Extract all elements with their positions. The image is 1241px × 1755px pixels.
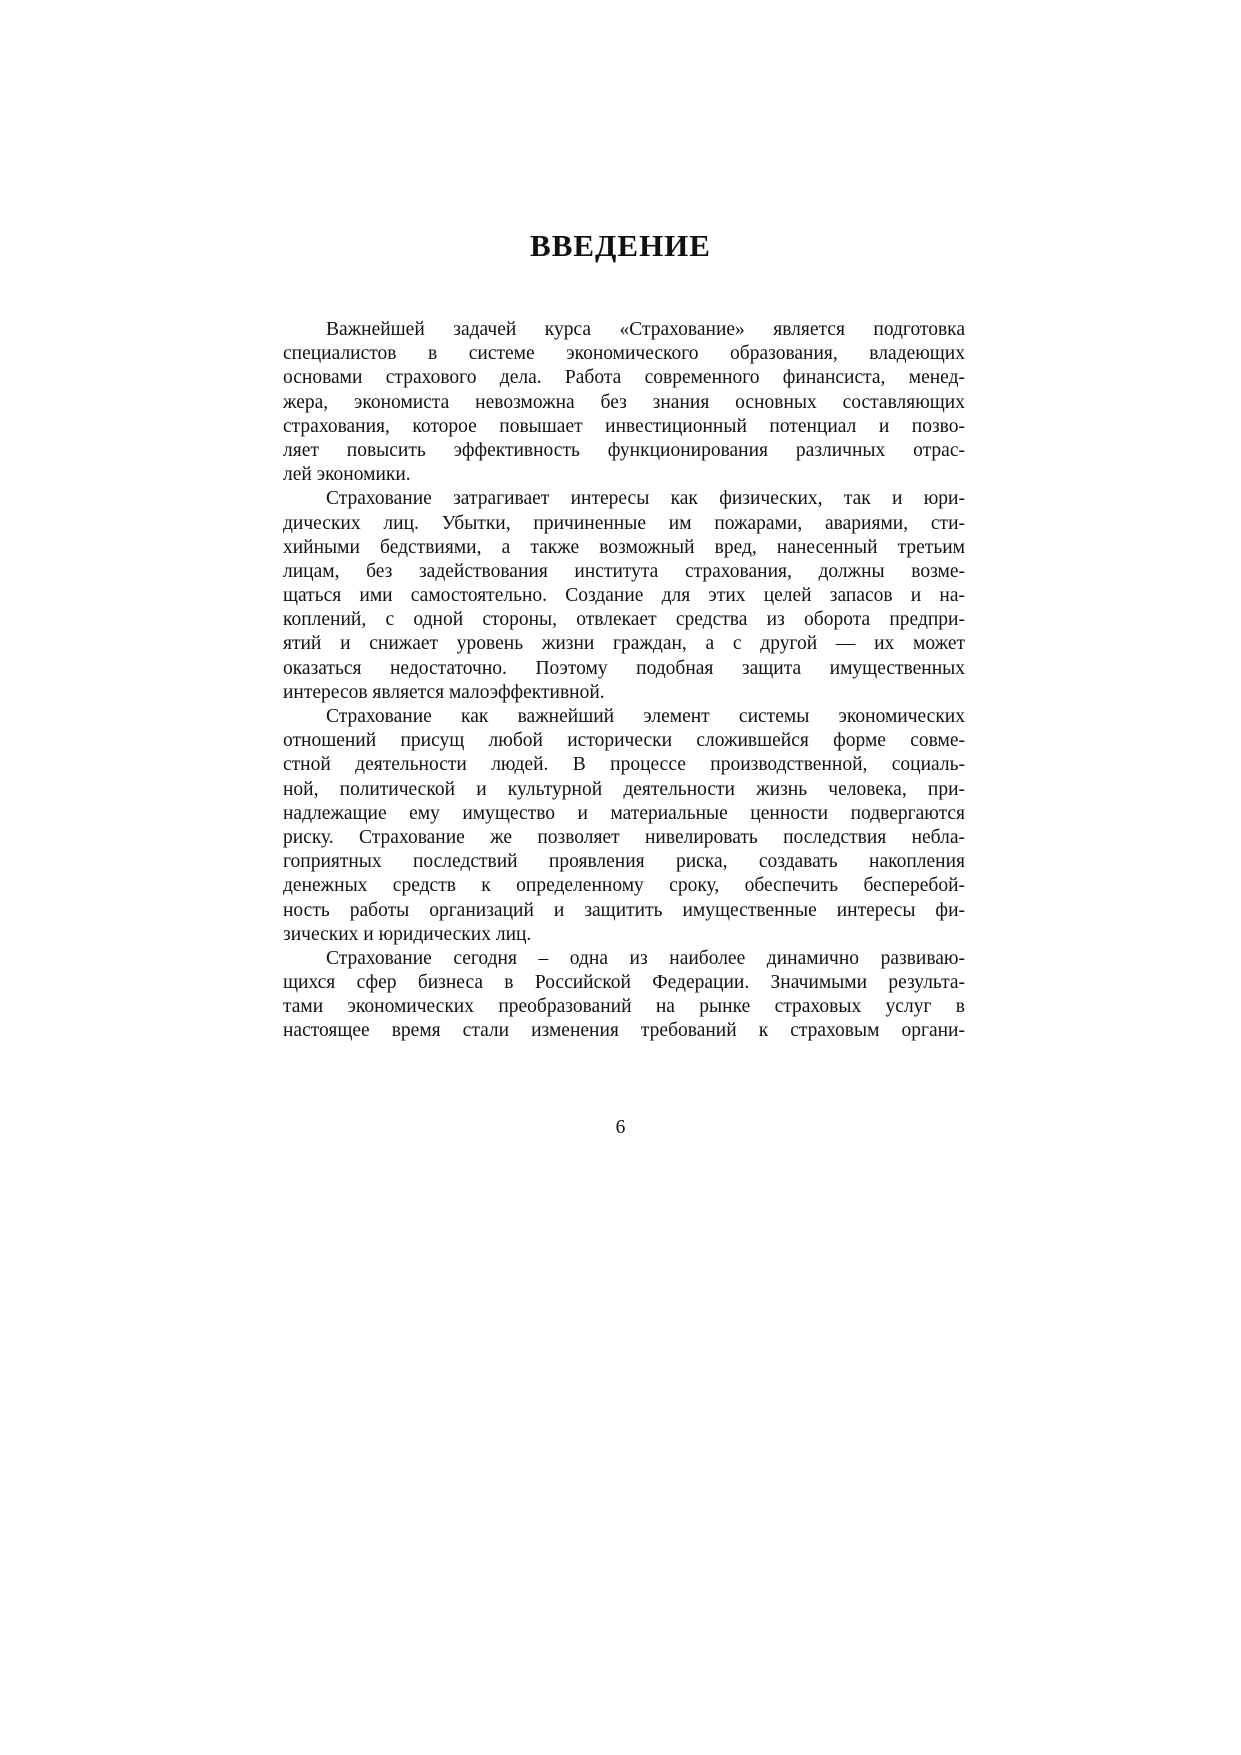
text-line: хийными бедствиями, а также возможный вред, нанесенный третьим <box>283 536 965 558</box>
text-line: Страхование затрагивает интересы как физических, так и юри- <box>326 488 965 510</box>
text-line: лей экономики. <box>283 464 411 486</box>
text-line: ной, политической и культурной деятельности жизнь человека, при- <box>283 778 965 800</box>
text-line: лицам, без задействования института страхования, должны возме- <box>283 560 965 582</box>
paragraph <box>283 318 965 487</box>
text-line: специалистов в системе экономического образования, владеющих <box>283 343 965 365</box>
text-line: интересов является малоэффективной. <box>283 681 605 703</box>
text-line: ляет повысить эффективность функционирования различных отрас- <box>283 439 965 461</box>
text-line: риску. Страхование же позволяет нивелировать последствия небла- <box>283 826 965 848</box>
text-line: тами экономических преобразований на рынке страховых услуг в <box>283 996 965 1018</box>
text-line: ятий и снижает уровень жизни граждан, а с другой — их может <box>283 633 965 655</box>
text-line: щаться ими самостоятельно. Создание для этих целей запасов и на- <box>283 585 965 607</box>
text-line: отношений присущ любой исторически сложившейся форме совме- <box>283 730 965 752</box>
text-line: щихся сфер бизнеса в Российской Федерации. Значимыми результа- <box>283 972 965 994</box>
text-line: коплений, с одной стороны, отвлекает средства из оборота предпри- <box>283 609 965 631</box>
text-line: надлежащие ему имущество и материальные ценности подвергаются <box>283 802 965 824</box>
text-line: настоящее время стали изменения требований к страховым органи- <box>283 1020 965 1042</box>
paragraph <box>283 487 965 705</box>
text-line: жера, экономиста невозможна без знания основных составляющих <box>283 391 965 413</box>
text-line: зических и юридических лиц. <box>283 923 532 945</box>
paragraph <box>283 947 965 1044</box>
text-line: основами страхового дела. Работа современного финансиста, менед- <box>283 367 965 389</box>
text-line: гоприятных последствий проявления риска, создавать накопления <box>283 851 965 873</box>
text-line: Страхование как важнейший элемент системы экономических <box>326 706 965 727</box>
page-title: ВВЕДЕНИЕ <box>530 228 711 263</box>
body-text <box>283 318 965 1044</box>
text-line: стной деятельности людей. В процессе производственной, социаль- <box>283 754 965 776</box>
text-line: денежных средств к определенному сроку, обеспечить бесперебой- <box>283 875 965 897</box>
text-line: страхования, которое повышает инвестиционный потенциал и позво- <box>283 415 965 437</box>
text-line: оказаться недостаточно. Поэтому подобная защита имущественных <box>283 657 965 679</box>
text-line: Важнейшей задачей курса «Страхование» является подготовка <box>326 319 965 340</box>
text-line: дических лиц. Убытки, причиненные им пожарами, авариями, сти- <box>283 512 965 534</box>
text-line: Страхование сегодня – одна из наиболее динамично развиваю- <box>326 947 965 969</box>
page-number: 6 <box>615 1117 626 1138</box>
paragraph <box>283 705 965 947</box>
text-line: ность работы организаций и защитить имущественные интересы фи- <box>283 899 965 921</box>
